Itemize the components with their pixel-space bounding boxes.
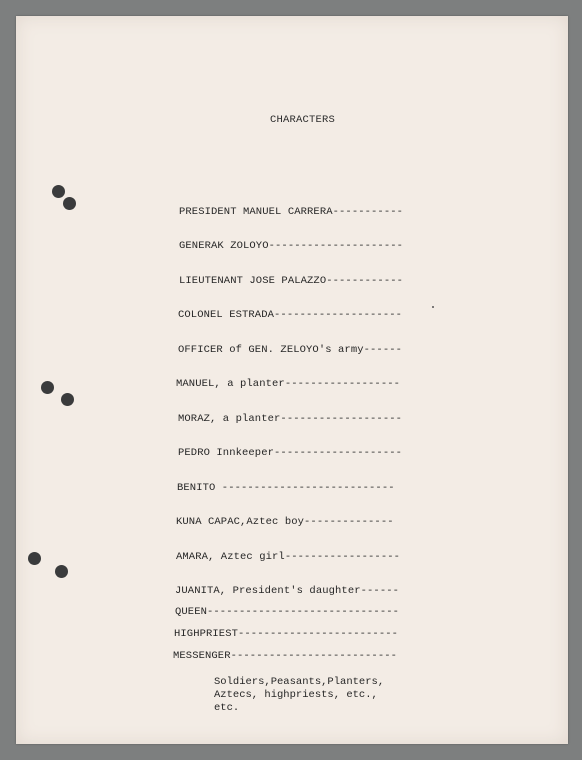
character-line: COLONEL ESTRADA--------------------: [178, 309, 403, 321]
character-line: QUEEN------------------------------: [175, 606, 400, 618]
character-line: MESSENGER--------------------------: [173, 650, 398, 662]
character-line: LIEUTENANT JOSE PALAZZO------------: [179, 275, 404, 287]
note-line: Soldiers,Peasants,Planters,: [214, 676, 385, 688]
character-line: GENERAK ZOLOYO---------------------: [179, 240, 404, 252]
character-line: HIGHPRIEST-------------------------: [174, 628, 399, 640]
punch-hole: [52, 185, 65, 198]
extras-note: [214, 676, 384, 715]
note-line: etc.: [214, 702, 240, 714]
character-line: BENITO ---------------------------: [177, 482, 395, 494]
character-line: MANUEL, a planter------------------: [176, 378, 401, 390]
typewritten-page: [16, 16, 568, 744]
punch-hole: [55, 565, 68, 578]
character-line: PEDRO Innkeeper--------------------: [178, 447, 403, 459]
character-line: MORAZ, a planter-------------------: [178, 413, 403, 425]
punch-hole: [63, 197, 76, 210]
punch-hole: [61, 393, 74, 406]
note-line: Aztecs, highpriests, etc.,: [214, 689, 378, 701]
punch-hole: [28, 552, 41, 565]
page-title: CHARACTERS: [270, 114, 336, 126]
ink-speck: [432, 306, 434, 308]
character-line: OFFICER of GEN. ZELOYO's army------: [178, 344, 403, 356]
character-line: AMARA, Aztec girl------------------: [176, 551, 401, 563]
character-line: JUANITA, President's daughter------: [175, 585, 400, 597]
punch-hole: [41, 381, 54, 394]
character-line: KUNA CAPAC,Aztec boy--------------: [176, 516, 394, 528]
character-line: PRESIDENT MANUEL CARRERA-----------: [179, 206, 404, 218]
